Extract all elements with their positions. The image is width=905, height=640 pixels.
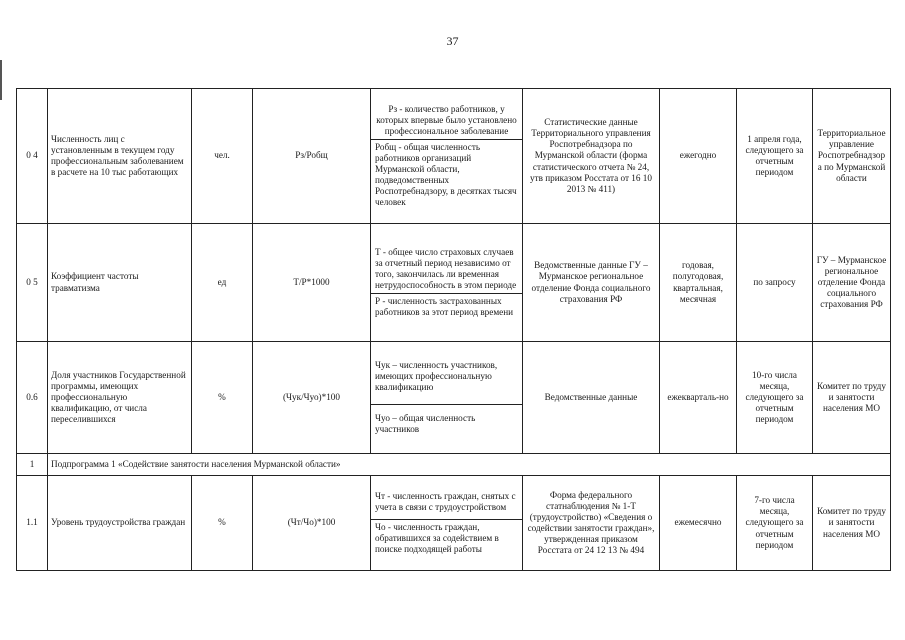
periodicity: годовая, полугодовая, квартальная, месячная (660, 224, 737, 342)
data-source: Статистические данные Территориального управления Роспотребнадзора по Мурманской области (форма статистического отчета № 24, утв приказом Росстата от 16 10 2013 № 411) (523, 89, 660, 224)
definitions-cell (371, 224, 523, 342)
deadline: 1 апреля года, следующего за отчетным периодом (737, 89, 813, 224)
subprogram-row (17, 454, 891, 476)
formula: Т/Р*1000 (253, 224, 371, 342)
table-row (17, 89, 891, 224)
deadline: по запросу (737, 224, 813, 342)
indicator-name: Коэффициент частоты травматизма (48, 224, 192, 342)
responsible: Комитет по труду и занятости населения МО (813, 342, 891, 454)
definitions-cell (371, 476, 523, 571)
row-number: 0 4 (17, 89, 48, 224)
definitions-cell (371, 342, 523, 454)
definitions-cell (371, 89, 523, 224)
indicator-name: Численность лиц с установленным в текущем году профессиональным заболеванием в расчете на 10 тыс работающих (48, 89, 192, 224)
formula: (Чт/Чо)*100 (253, 476, 371, 571)
periodicity: ежегодно (660, 89, 737, 224)
indicators-table (16, 88, 891, 571)
unit: % (192, 476, 253, 571)
definition-denominator: Чуо – общая численность участников (371, 404, 522, 435)
table-row (17, 476, 891, 571)
formula: (Чук/Чуо)*100 (253, 342, 371, 454)
definition-numerator: Рз - количество работников, у которых впервые было установлено профессиональное заболевание (376, 103, 517, 136)
indicator-name: Доля участников Государственной программы, имеющих профессиональную квалификацию, от числа переселившихся (48, 342, 192, 454)
definition-denominator: Чо - численность граждан, обратившихся за содействием в поиске подходящей работы (371, 519, 522, 555)
responsible: Территориальное управление Роспотребнадзора по Мурманской области (813, 89, 891, 224)
data-source: Ведомственные данные ГУ – Мурманское региональное отделение Фонда социального страхования РФ (523, 224, 660, 342)
definition-numerator: Т - общее число страховых случаев за отчетный период независимо от того, закончилась ли временная нетрудоспособность в этом периоде (375, 246, 517, 290)
data-source: Форма федерального статнаблюдения № 1-Т (трудоустройство) «Сведения о содействии занятости граждан», утвержденная приказом Росстата от 24 12 13 № 494 (523, 476, 660, 571)
periodicity: ежемесячно (660, 476, 737, 571)
row-number: 1.1 (17, 476, 48, 571)
unit: ед (192, 224, 253, 342)
definition-numerator: Чт - численность граждан, снятых с учета в связи с трудоустройством (375, 490, 516, 512)
subprogram-number: 1 (17, 454, 48, 476)
page-number: 37 (446, 34, 459, 48)
subprogram-title: Подпрограмма 1 «Содействие занятости населения Мурманской области» (48, 454, 891, 476)
periodicity: ежекварталь-но (660, 342, 737, 454)
responsible: Комитет по труду и занятости населения МО (813, 476, 891, 571)
unit: % (192, 342, 253, 454)
indicator-name: Уровень трудоустройства граждан (48, 476, 192, 571)
row-number: 0 5 (17, 224, 48, 342)
unit: чел. (192, 89, 253, 224)
definition-numerator: Чук – численность участников, имеющих профессиональную квалификацию (375, 360, 498, 393)
deadline: 10-го числа месяца, следующего за отчетным периодом (737, 342, 813, 454)
row-number: 0.6 (17, 342, 48, 454)
formula: Рз/Робщ (253, 89, 371, 224)
data-source: Ведомственные данные (523, 342, 660, 454)
definition-denominator: Робщ - общая численность работников организаций Мурманской области, подведомственных Роспотребнадзору, в десятках тысяч человек (371, 139, 522, 208)
table-row (17, 342, 891, 454)
deadline: 7-го числа месяца, следующего за отчетным периодом (737, 476, 813, 571)
table-row (17, 224, 891, 342)
definition-denominator: Р - численность застрахованных работников за этот период времени (371, 293, 522, 318)
responsible: ГУ – Мурманское региональное отделение Фонда социального страхования РФ (813, 224, 891, 342)
scan-edge-mark (0, 60, 2, 100)
